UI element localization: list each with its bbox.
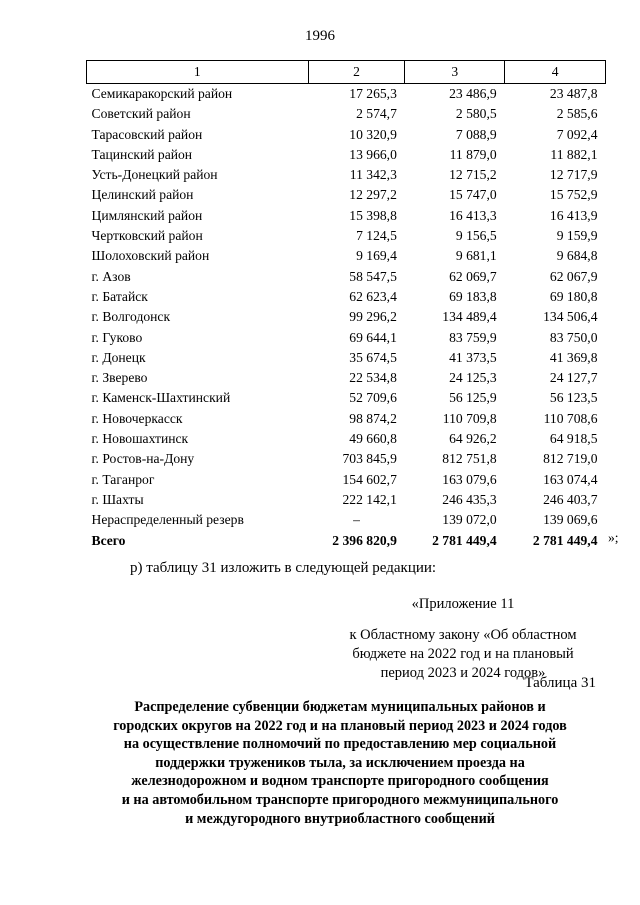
table-row (87, 368, 606, 388)
table-cell: 163 074,4 (543, 471, 598, 487)
table-cell: 134 489,4 (442, 309, 497, 325)
table-cell: Советский район (91, 106, 191, 122)
table-cell: 69 183,8 (449, 288, 497, 304)
appendix-heading: «Приложение 11 (411, 596, 515, 612)
table-cell: 154 602,7 (342, 471, 397, 487)
table-cell: 22 534,8 (349, 370, 397, 386)
column-header: 1 (87, 61, 309, 84)
table-cell: г. Гуково (91, 329, 143, 345)
title-line: на осуществление полномочий по предоставлению мер социальной (123, 736, 557, 753)
table-cell: 69 644,1 (349, 329, 397, 345)
table-cell: 15 398,8 (349, 207, 397, 223)
table-cell: 163 079,6 (442, 471, 497, 487)
table-cell: 2 580,5 (455, 106, 497, 122)
table-row (87, 125, 606, 145)
table-row (87, 348, 606, 368)
table-row (87, 246, 606, 266)
table-cell: 2 781 449,4 (432, 532, 497, 548)
table-cell: Тарасовский район (91, 126, 203, 142)
table-row (87, 510, 606, 530)
table-row (87, 388, 606, 408)
instruction-text: р) таблицу 31 изложить в следующей редакции: (130, 560, 437, 576)
table-cell: 10 320,9 (349, 126, 397, 142)
table-cell: 83 759,9 (449, 329, 497, 345)
table-cell: 98 874,2 (349, 410, 397, 426)
table-cell: Цимлянский район (91, 207, 203, 223)
table-cell: 7 092,4 (556, 126, 598, 142)
table-row (87, 206, 606, 226)
table-cell: 812 719,0 (543, 451, 598, 467)
table-cell: 12 717,9 (549, 167, 598, 183)
table-row (87, 165, 606, 185)
table-cell: 222 142,1 (342, 491, 397, 507)
table-cell: 41 373,5 (449, 349, 497, 365)
table-cell: – (353, 512, 360, 528)
table-cell: г. Батайск (91, 288, 148, 304)
table-cell: 41 369,8 (549, 349, 598, 365)
table-cell: 23 486,9 (449, 86, 497, 101)
table-cell: г. Зверево (91, 370, 148, 386)
table-cell: 62 069,7 (449, 268, 497, 284)
table-cell: 139 072,0 (442, 512, 497, 528)
table-row (87, 84, 606, 105)
table-cell: г. Новочеркасск (91, 410, 183, 426)
table-cell: 52 709,6 (349, 390, 397, 406)
table-cell: 56 123,5 (549, 390, 598, 406)
table-cell: 2 781 449,4 (532, 532, 598, 548)
table-label: Таблица 31 (524, 675, 596, 691)
table-cell: 9 681,1 (455, 248, 497, 264)
table-cell: 2 396 820,9 (332, 532, 397, 548)
table-cell: г. Ростов-на-Дону (91, 451, 195, 467)
table-row (87, 307, 606, 327)
table-cell: г. Донецк (91, 349, 146, 365)
table-cell: 62 067,9 (549, 268, 598, 284)
table-cell: Целинский район (91, 187, 194, 203)
table-row (87, 429, 606, 449)
table-cell: г. Азов (91, 268, 131, 284)
table-cell: 11 882,1 (550, 146, 598, 162)
table-cell: г. Шахты (91, 491, 144, 507)
table-title (60, 698, 620, 828)
table-cell: 7 124,5 (356, 228, 397, 244)
table-row (87, 145, 606, 165)
table-cell: 110 709,8 (442, 410, 497, 426)
closing-quote: »; (608, 530, 619, 545)
table-cell: Всего (91, 532, 126, 548)
page-number: 1996 (305, 28, 335, 44)
table-cell: г. Каменск-Шахтинский (91, 390, 231, 406)
table-cell: 17 265,3 (349, 86, 397, 101)
table-cell: 16 413,3 (449, 207, 497, 223)
table-row (87, 328, 606, 348)
title-line: поддержки тружеников тыла, за исключением проезда на (155, 754, 525, 771)
table-cell: 12 297,2 (349, 187, 397, 203)
title-line: городских округов на 2022 год и на плановый период 2023 и 2024 годов (113, 717, 567, 734)
title-line: железнодорожном и водном транспорте пригородного сообщения (131, 773, 549, 790)
table-cell: 246 435,3 (442, 491, 497, 507)
table-cell: 56 125,9 (449, 390, 497, 406)
table-cell: 246 403,7 (543, 491, 598, 507)
table-row (87, 409, 606, 429)
table-cell: 64 926,2 (449, 431, 497, 447)
table-cell: 58 547,5 (349, 268, 397, 284)
table-cell: 64 918,5 (549, 431, 598, 447)
table-cell: 139 069,6 (543, 512, 598, 528)
table-cell: Семикаракорский район (91, 86, 233, 101)
table-cell: г. Новошахтинск (91, 431, 189, 447)
table-cell: 62 623,4 (349, 288, 397, 304)
table-cell: 134 506,4 (543, 309, 598, 325)
table-row (87, 104, 606, 124)
table-cell: 9 156,5 (455, 228, 497, 244)
table-cell: 16 413,9 (549, 207, 598, 223)
table-cell: Тацинский район (91, 146, 193, 162)
appendix-line: к Областному закону «Об областном (349, 627, 577, 643)
table-cell: Нераспределенный резерв (91, 512, 244, 528)
appendix-line: бюджете на 2022 год и на плановый (352, 646, 574, 662)
table-cell: 49 660,8 (349, 431, 397, 447)
title-line: и на автомобильном транспорте пригородного межмуниципального (121, 791, 559, 808)
table-cell: 812 751,8 (442, 451, 497, 467)
table-cell: 12 715,2 (449, 167, 497, 183)
table-row (87, 226, 606, 246)
table-cell: г. Таганрог (91, 471, 155, 487)
table-cell: 11 342,3 (349, 167, 397, 183)
table-row (87, 470, 606, 490)
table-cell: 9 169,4 (356, 248, 397, 264)
table-row (87, 490, 606, 510)
table-cell: 24 125,3 (449, 370, 497, 386)
title-line: Распределение субвенции бюджетам муниципальных районов и (134, 699, 546, 715)
table-total-row (87, 531, 606, 551)
table-row (87, 185, 606, 205)
column-header: 3 (405, 61, 505, 84)
table-cell: 7 088,9 (455, 126, 497, 142)
column-header: 2 (308, 61, 405, 84)
table-cell: 13 966,0 (349, 146, 397, 162)
table-cell: 11 879,0 (449, 146, 497, 162)
table-cell: 24 127,7 (549, 370, 598, 386)
table-cell: Шолоховский район (91, 248, 210, 264)
budget-table (86, 60, 606, 551)
appendix-block (330, 595, 596, 683)
table-cell: 69 180,8 (549, 288, 598, 304)
table-cell: 15 747,0 (449, 187, 497, 203)
table-cell: 15 752,9 (549, 187, 598, 203)
table-cell: 703 845,9 (342, 451, 397, 467)
table-cell: 23 487,8 (549, 86, 598, 101)
table-row (87, 287, 606, 307)
table-cell: 35 674,5 (349, 349, 397, 365)
table-row (87, 449, 606, 469)
table-cell: Усть-Донецкий район (91, 167, 218, 183)
table-cell: 83 750,0 (549, 329, 598, 345)
table-cell: 99 296,2 (349, 309, 397, 325)
column-header: 4 (505, 61, 606, 84)
table-cell: 9 684,8 (556, 248, 598, 264)
table-cell: 2 585,6 (556, 106, 598, 122)
table-cell: 9 159,9 (556, 228, 598, 244)
table-cell: Чертковский район (91, 228, 203, 244)
table-row (87, 267, 606, 287)
table-header-row (87, 61, 606, 84)
table-cell: 110 708,6 (543, 410, 598, 426)
table-cell: г. Волгодонск (91, 309, 171, 325)
appendix-line: период 2023 и 2024 годов» (380, 665, 546, 681)
table-cell: 2 574,7 (356, 106, 397, 122)
title-line: и междугородного внутриобластного сообщений (185, 810, 495, 827)
